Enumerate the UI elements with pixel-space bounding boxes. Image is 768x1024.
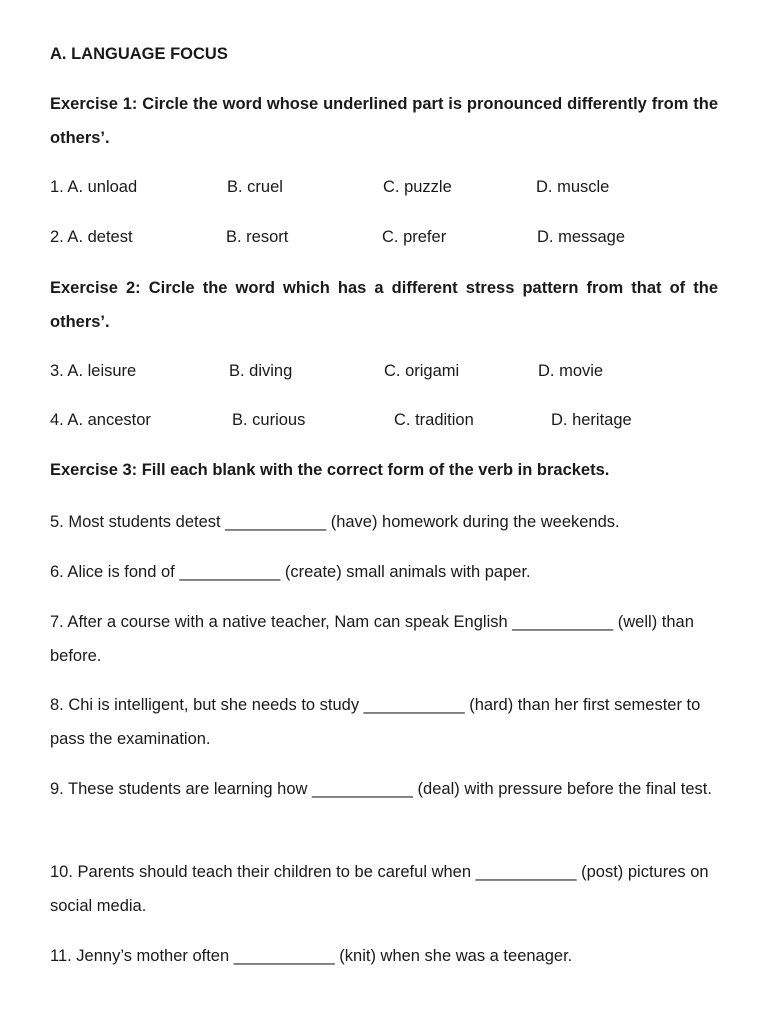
exercise-3-instruction: Exercise 3: Fill each blank with the correct form of the verb in brackets. — [50, 461, 610, 479]
exercise-1-item-1 — [50, 178, 720, 202]
option-c[interactable]: C. prefer — [382, 228, 447, 246]
exercise-2-item-4 — [50, 411, 720, 435]
option-c[interactable]: C. tradition — [394, 411, 474, 429]
exercise-2-instruction: Exercise 2: Circle the word which has a different stress pattern from that of the others’. — [50, 279, 718, 331]
option-b[interactable]: B. cruel — [227, 178, 283, 196]
option-d[interactable]: D. heritage — [551, 411, 632, 429]
question-6: 6. Alice is fond of ___________ (create) small animals with paper. — [50, 563, 531, 581]
question-8: 8. Chi is intelligent, but she needs to study ___________ (hard) than her first semester to pass the examination. — [50, 696, 701, 748]
option-a[interactable]: 3. A. leisure — [50, 362, 137, 380]
exercise-1-instruction: Exercise 1: Circle the word whose underlined part is pronounced differently from the others’. — [50, 95, 718, 147]
question-5: 5. Most students detest ___________ (have) homework during the weekends. — [50, 513, 620, 531]
question-9: 9. These students are learning how ___________ (deal) with pressure before the final test. — [50, 780, 712, 798]
option-c[interactable]: C. puzzle — [383, 178, 452, 196]
question-11: 11. Jenny’s mother often ___________ (knit) when she was a teenager. — [50, 947, 573, 965]
option-a[interactable]: 4. A. ancestor — [50, 411, 151, 429]
question-10: 10. Parents should teach their children to be careful when ___________ (post) pictures on social media. — [50, 863, 709, 915]
exercise-1-item-2 — [50, 228, 720, 252]
option-d[interactable]: D. message — [537, 228, 626, 246]
section-title: A. LANGUAGE FOCUS — [50, 45, 228, 63]
option-d[interactable]: D. movie — [538, 362, 604, 380]
option-b[interactable]: B. curious — [232, 411, 306, 429]
option-a[interactable]: 1. A. unload — [50, 178, 138, 196]
option-b[interactable]: B. resort — [226, 228, 289, 246]
question-7: 7. After a course with a native teacher, Nam can speak English ___________ (well) than before. — [50, 613, 694, 665]
exercise-2-item-3 — [50, 362, 720, 386]
option-a[interactable]: 2. A. detest — [50, 228, 133, 246]
option-c[interactable]: C. origami — [384, 362, 460, 380]
option-d[interactable]: D. muscle — [536, 178, 610, 196]
option-b[interactable]: B. diving — [229, 362, 293, 380]
